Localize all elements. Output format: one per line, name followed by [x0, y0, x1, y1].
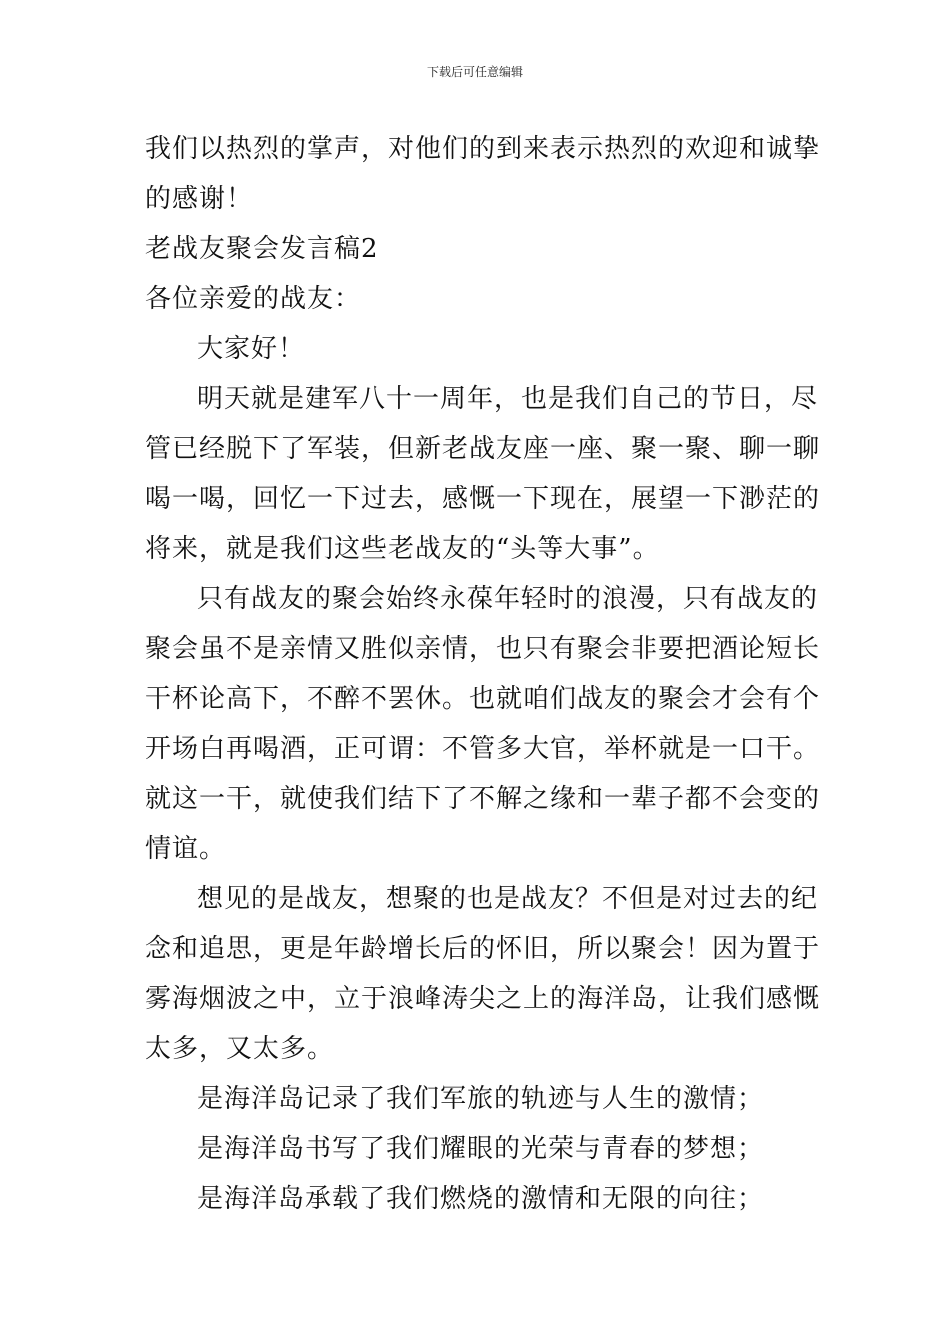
paragraph-line: 太多，又太多。 [145, 1034, 335, 1064]
paragraph-line: 聚会虽不是亲情又胜似亲情，也只有聚会非要把酒论短长 [145, 634, 821, 664]
paragraph-line: 开场白再喝酒，正可谓：不管多大官，举杯就是一口干。 [145, 734, 821, 764]
paragraph-line: 是海洋岛书写了我们耀眼的光荣与青春的梦想； [197, 1134, 765, 1164]
paragraph-line: 就这一干，就使我们结下了不解之缘和一辈子都不会变的 [145, 784, 821, 814]
paragraph-line: 干杯论高下，不醉不罢休。也就咱们战友的聚会才会有个 [145, 684, 821, 714]
paragraph-line: 喝一喝，回忆一下过去，感慨一下现在，展望一下渺茫的 [145, 484, 821, 514]
paragraph-line: 将来，就是我们这些老战友的“头等大事”。 [145, 534, 660, 564]
paragraph-line: 的感谢！ [145, 184, 254, 214]
speech-title: 老战友聚会发言稿2 [145, 234, 379, 264]
salutation: 各位亲爱的战友： [145, 284, 362, 314]
greeting: 大家好！ [197, 334, 306, 364]
paragraph-line: 我们以热烈的掌声，对他们的到来表示热烈的欢迎和诚挚 [145, 134, 821, 164]
page-header-note: 下载后可任意编辑 [426, 65, 523, 79]
paragraph-line: 情谊。 [145, 834, 227, 864]
paragraph-line: 是海洋岛承载了我们燃烧的激情和无限的向往； [197, 1184, 765, 1214]
paragraph-line: 明天就是建军八十一周年，也是我们自己的节日，尽 [197, 384, 819, 414]
paragraph-line: 是海洋岛记录了我们军旅的轨迹与人生的激情； [197, 1084, 765, 1114]
document-body [145, 124, 821, 1224]
paragraph-line: 只有战友的聚会始终永葆年轻时的浪漫，只有战友的 [197, 584, 819, 614]
paragraph-line: 念和追思，更是年龄增长后的怀旧，所以聚会！因为置于 [145, 934, 821, 964]
paragraph-line: 雾海烟波之中，立于浪峰涛尖之上的海洋岛，让我们感慨 [145, 984, 821, 1014]
paragraph-line: 管已经脱下了军装，但新老战友座一座、聚一聚、聊一聊 [145, 434, 821, 464]
paragraph-line: 想见的是战友，想聚的也是战友？不但是对过去的纪 [197, 884, 819, 914]
